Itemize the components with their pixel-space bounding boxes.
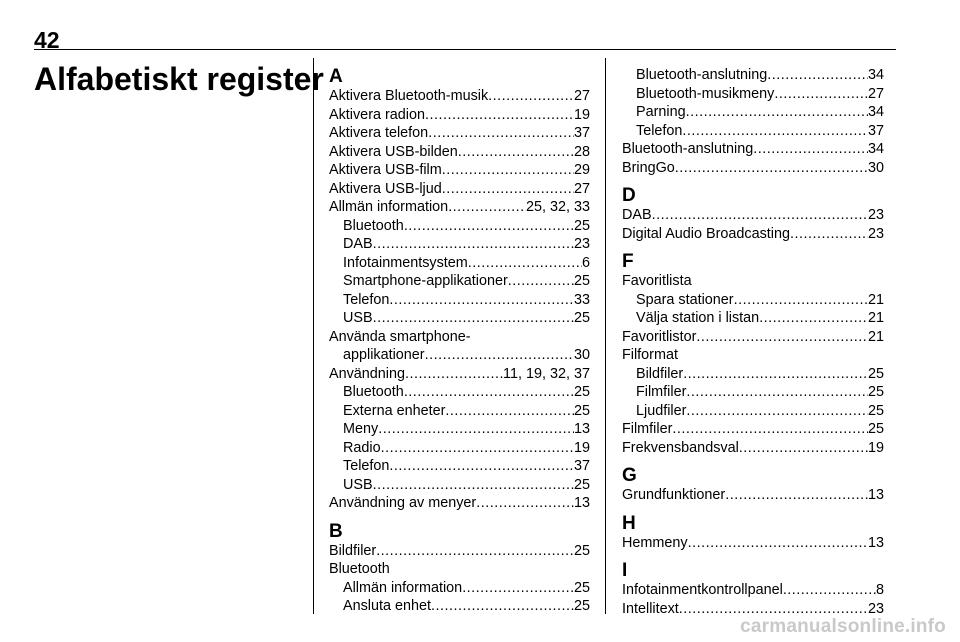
dot-leader bbox=[378, 420, 574, 439]
index-entry bbox=[329, 365, 590, 384]
dot-leader bbox=[725, 486, 868, 505]
index-letter-heading: F bbox=[622, 251, 634, 272]
index-entry-page-ref: 27 bbox=[573, 180, 590, 197]
index-letter-heading: D bbox=[622, 185, 636, 206]
index-entry-label: Aktivera USB-film bbox=[329, 162, 442, 178]
index-subentry bbox=[329, 476, 590, 495]
index-entry-label: Aktivera telefon bbox=[329, 125, 429, 141]
index-subentry bbox=[622, 66, 884, 85]
index-entry-label: BringGo bbox=[622, 159, 675, 176]
index-entry bbox=[622, 140, 884, 159]
index-subentry bbox=[622, 309, 884, 328]
index-letter-heading: I bbox=[622, 560, 628, 581]
dot-leader bbox=[652, 206, 868, 225]
index-entry-page-ref: 11, 19, 32, 37 bbox=[503, 365, 590, 382]
index-entry-page-ref: 25 bbox=[867, 365, 884, 382]
index-entry-label: Externa enheter bbox=[343, 402, 446, 419]
index-entry-label: Filmfiler bbox=[622, 421, 673, 437]
index-letter-heading: H bbox=[622, 512, 636, 534]
page-number: 42 bbox=[34, 27, 60, 53]
index-entry-label: Filformat bbox=[622, 347, 678, 363]
column-divider-left bbox=[313, 58, 314, 614]
index-entry-page-ref: 33 bbox=[573, 291, 590, 308]
dot-leader bbox=[404, 217, 574, 236]
watermark: carmanualsonline.info bbox=[740, 616, 946, 637]
index-entry-page-ref: 25 bbox=[573, 579, 590, 596]
dot-leader bbox=[476, 494, 574, 513]
index-entry-label: Aktivera Bluetooth-musik bbox=[329, 88, 489, 104]
dot-leader bbox=[686, 402, 868, 421]
index-subentry bbox=[622, 291, 884, 310]
index-entry bbox=[622, 439, 884, 458]
index-entry-label: Smartphone-applikationer bbox=[343, 273, 508, 289]
index-entry-label: Användning bbox=[329, 365, 406, 382]
index-entry-label: Favoritlistor bbox=[622, 328, 697, 345]
index-entry bbox=[622, 225, 884, 244]
index-entry-page-ref: 19 bbox=[867, 439, 884, 456]
index-letter-heading: A bbox=[329, 66, 343, 87]
index-letter-heading: G bbox=[622, 465, 637, 486]
index-entry-label: Parning bbox=[636, 104, 686, 120]
index-subentry bbox=[329, 217, 590, 236]
index-subentry bbox=[329, 579, 590, 598]
dot-leader bbox=[675, 159, 868, 178]
dot-leader bbox=[448, 198, 526, 217]
dot-leader bbox=[783, 581, 876, 600]
index-entry bbox=[329, 143, 590, 162]
dot-leader bbox=[688, 534, 868, 553]
index-entry bbox=[622, 581, 884, 600]
dot-leader bbox=[672, 420, 868, 439]
index-entry-page-ref: 23 bbox=[573, 236, 590, 252]
index-entry bbox=[329, 542, 590, 561]
index-entry-page-ref: 30 bbox=[867, 159, 884, 176]
index-subentry bbox=[622, 402, 884, 421]
index-entry bbox=[622, 420, 884, 439]
index-entry-page-ref: 34 bbox=[867, 67, 884, 83]
index-entry-page-ref: 13 bbox=[867, 534, 884, 551]
index-entry-page-ref: 37 bbox=[867, 122, 884, 139]
index-entry-page-ref: 19 bbox=[573, 106, 590, 123]
index-entry bbox=[329, 198, 590, 217]
index-entry-label: Bluetooth-musikmeny bbox=[636, 85, 775, 102]
index-subentry bbox=[622, 383, 884, 402]
index-subentry bbox=[622, 365, 884, 384]
index-column-2 bbox=[622, 66, 884, 618]
dot-leader bbox=[405, 365, 503, 384]
index-entry bbox=[329, 494, 590, 513]
dot-leader bbox=[696, 328, 868, 347]
index-entry bbox=[622, 486, 884, 505]
index-entry bbox=[329, 161, 590, 180]
index-subentry bbox=[622, 103, 884, 122]
index-subentry bbox=[329, 383, 590, 402]
index-subentry bbox=[329, 235, 590, 254]
index-entry-page-ref: 21 bbox=[867, 328, 884, 345]
index-entry-label: Infotainmentsystem bbox=[343, 254, 468, 271]
index-entry-label: Filmfiler bbox=[636, 384, 687, 400]
dot-leader bbox=[428, 124, 574, 143]
index-entry-label: Hemmeny bbox=[622, 534, 688, 551]
index-entry-page-ref: 13 bbox=[573, 495, 590, 511]
dot-leader bbox=[425, 346, 574, 365]
index-entry-label: Frekvensbandsval bbox=[622, 439, 739, 456]
index-entry-label: Bluetooth bbox=[343, 217, 404, 234]
index-entry-page-ref: 34 bbox=[867, 141, 884, 157]
index-entry-label: USB bbox=[343, 476, 373, 493]
dot-leader bbox=[431, 597, 574, 616]
index-entry-label: Grundfunktioner bbox=[622, 487, 726, 503]
dot-leader bbox=[739, 439, 868, 458]
index-entry-page-ref: 27 bbox=[867, 85, 884, 102]
index-entry bbox=[329, 106, 590, 125]
index-subentry bbox=[329, 272, 590, 291]
dot-leader bbox=[686, 383, 868, 402]
index-entry-label: Intellitext bbox=[622, 600, 679, 617]
dot-leader bbox=[488, 87, 574, 106]
index-entry-page-ref: 27 bbox=[573, 88, 590, 104]
index-entry-page-ref: 29 bbox=[573, 162, 590, 178]
index-entry-label: Meny bbox=[343, 421, 379, 437]
dot-leader bbox=[767, 66, 868, 85]
index-entry-label: Bluetooth-anslutning bbox=[636, 67, 768, 83]
index-entry bbox=[622, 159, 884, 178]
index-entry-page-ref: 25 bbox=[573, 384, 590, 400]
dot-leader bbox=[683, 365, 868, 384]
index-entry-page-ref: 25 bbox=[573, 310, 590, 326]
dot-leader bbox=[389, 291, 574, 310]
index-entry-label: Infotainmentkontrollpanel bbox=[622, 582, 783, 598]
index-subentry bbox=[329, 346, 590, 365]
index-entry bbox=[329, 560, 590, 579]
dot-leader bbox=[425, 106, 574, 125]
index-entry-page-ref: 6 bbox=[581, 254, 590, 271]
index-entry-label: Aktivera USB-bilden bbox=[329, 143, 458, 160]
index-entry-page-ref: 23 bbox=[867, 207, 884, 223]
column-divider-right bbox=[605, 58, 606, 614]
dot-leader bbox=[682, 122, 868, 141]
index-entry bbox=[622, 206, 884, 225]
dot-leader bbox=[790, 225, 868, 244]
index-entry-label: Telefon bbox=[343, 458, 390, 474]
index-entry-label: Spara stationer bbox=[636, 291, 734, 308]
index-entry-label: Radio bbox=[343, 439, 381, 456]
index-entry-page-ref: 28 bbox=[573, 143, 590, 160]
index-entry bbox=[329, 180, 590, 199]
dot-leader bbox=[753, 140, 868, 159]
index-subentry bbox=[329, 291, 590, 310]
index-entry-label: Aktivera USB-ljud bbox=[329, 180, 442, 197]
index-subentry bbox=[622, 85, 884, 104]
index-entry-label: Favoritlista bbox=[622, 273, 692, 289]
index-subentry bbox=[329, 597, 590, 616]
index-entry-label: Använda smartphone- bbox=[329, 328, 471, 345]
index-entry-label: Bluetooth bbox=[343, 384, 404, 400]
index-entry-page-ref: 25 bbox=[867, 421, 884, 437]
index-entry bbox=[622, 328, 884, 347]
dot-leader bbox=[458, 143, 574, 162]
index-entry bbox=[622, 272, 884, 291]
index-entry-page-ref: 25 bbox=[573, 402, 590, 419]
index-entry-page-ref: 8 bbox=[875, 582, 884, 598]
dot-leader bbox=[445, 402, 574, 421]
index-entry-label: Ljudfiler bbox=[636, 402, 687, 419]
index-entry-page-ref: 13 bbox=[867, 487, 884, 503]
dot-leader bbox=[404, 383, 574, 402]
index-subentry bbox=[329, 420, 590, 439]
dot-leader bbox=[468, 254, 582, 273]
index-subentry bbox=[329, 254, 590, 273]
index-entry-label: Allmän information bbox=[343, 579, 463, 596]
index-entry-label: Telefon bbox=[343, 291, 390, 308]
index-entry-page-ref: 25, 32, 33 bbox=[525, 199, 590, 215]
index-entry bbox=[622, 346, 884, 365]
index-letter-heading: B bbox=[329, 520, 343, 542]
index-subentry bbox=[329, 309, 590, 328]
index-entry-page-ref: 25 bbox=[867, 402, 884, 419]
index-entry-page-ref: 13 bbox=[573, 421, 590, 437]
index-entry-label: Bluetooth-anslutning bbox=[622, 141, 754, 157]
index-entry-page-ref: 34 bbox=[867, 104, 884, 120]
index-entry-page-ref: 25 bbox=[573, 598, 590, 614]
index-entry-label: applikationer bbox=[343, 347, 425, 363]
index-entry-page-ref: 21 bbox=[867, 291, 884, 308]
index-entry-page-ref: 37 bbox=[573, 125, 590, 141]
index-entry-page-ref: 23 bbox=[867, 600, 884, 617]
index-entry-page-ref: 21 bbox=[867, 310, 884, 326]
index-entry-label: Bildfiler bbox=[329, 542, 377, 559]
dot-leader bbox=[442, 161, 574, 180]
index-subentry bbox=[329, 457, 590, 476]
index-entry-page-ref: 25 bbox=[573, 542, 590, 559]
dot-leader bbox=[376, 542, 574, 561]
index-entry-page-ref: 30 bbox=[573, 347, 590, 363]
index-entry bbox=[329, 124, 590, 143]
index-subentry bbox=[329, 439, 590, 458]
index-entry-label: Ansluta enhet bbox=[343, 598, 432, 614]
index-entry-page-ref: 25 bbox=[573, 217, 590, 234]
index-entry-label: Välja station i listan bbox=[636, 310, 760, 326]
index-entry bbox=[329, 328, 590, 347]
dot-leader bbox=[381, 439, 574, 458]
index-entry-label: USB bbox=[343, 310, 373, 326]
dot-leader bbox=[734, 291, 868, 310]
index-entry-label: Bluetooth bbox=[329, 561, 390, 577]
dot-leader bbox=[508, 272, 574, 291]
header-rule bbox=[34, 49, 896, 50]
dot-leader bbox=[373, 476, 574, 495]
index-entry-page-ref: 37 bbox=[573, 458, 590, 474]
index-column-1 bbox=[329, 66, 590, 616]
dot-leader bbox=[373, 235, 574, 254]
page-title: Alfabetiskt register bbox=[34, 61, 324, 97]
index-entry-page-ref: 25 bbox=[573, 476, 590, 493]
dot-leader bbox=[462, 579, 574, 598]
index-entry-label: Digital Audio Broadcasting bbox=[622, 225, 790, 242]
dot-leader bbox=[774, 85, 868, 104]
dot-leader bbox=[759, 309, 868, 328]
dot-leader bbox=[373, 309, 574, 328]
index-entry-page-ref: 19 bbox=[573, 439, 590, 456]
index-entry bbox=[329, 87, 590, 106]
index-subentry bbox=[329, 402, 590, 421]
index-entry-label: Användning av menyer bbox=[329, 495, 477, 511]
dot-leader bbox=[389, 457, 574, 476]
index-entry-label: Aktivera radion bbox=[329, 106, 425, 123]
index-entry-label: Bildfiler bbox=[636, 365, 684, 382]
index-entry-page-ref: 25 bbox=[867, 384, 884, 400]
index-entry-page-ref: 25 bbox=[573, 273, 590, 289]
dot-leader bbox=[442, 180, 574, 199]
index-entry-label: DAB bbox=[622, 207, 652, 223]
index-entry-page-ref: 23 bbox=[867, 225, 884, 242]
dot-leader bbox=[686, 103, 868, 122]
index-entry-label: DAB bbox=[343, 236, 373, 252]
index-entry-label: Telefon bbox=[636, 122, 683, 139]
index-entry-label: Allmän information bbox=[329, 199, 449, 215]
index-entry bbox=[622, 534, 884, 553]
index-subentry bbox=[622, 122, 884, 141]
